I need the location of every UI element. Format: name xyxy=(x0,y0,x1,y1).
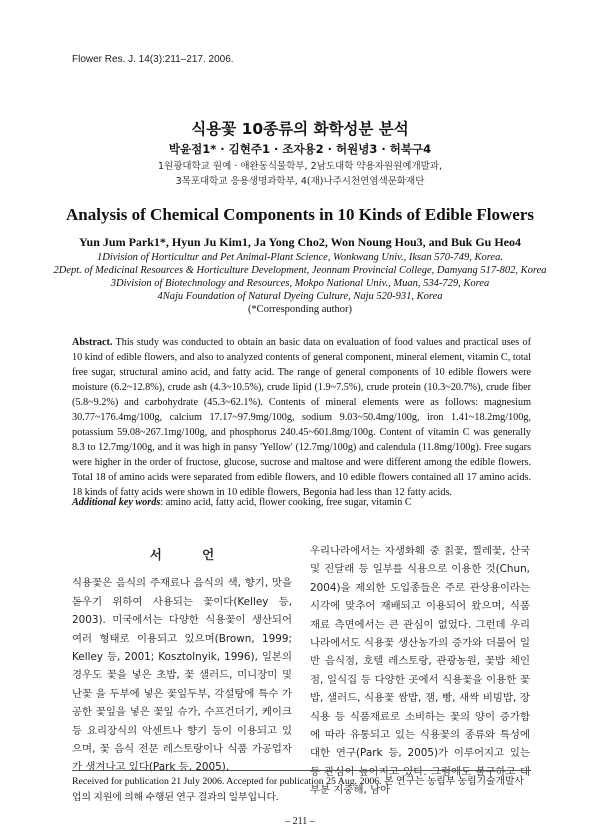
abstract-text: This study was conducted to obtain an basic data on evaluation of food values and practical uses of 10 kind of edible flowers, and also to analyzed contents of general component, mineral element, vitamin C, total free sugar, structural amino acid, and fatty acid. The range of general components of 10 edible flowers were moisture (6.2~12.8%), crude ash (4.3~10.5%), crude lipid (1.9~7.5%), crude protein (10.3~20.7%), crude fiber (5.8~9.2%) and carbohydrate (45.3~62.1%). Contents of mineral elements were as follows: magnesium 30.77~176.4mg/100g, calcium 17.17~97.9mg/100g, sodium 9.03~50.4mg/100g, iron 1.41~18.2mg/100g, potassium 59.08~267.1mg/100g, and phosphorus 240.45~601.8mg/100g. Content of vitamin C was generally 8.3 to 12.7mg/100g, and it was high in pansy 'Yellow' (12.7mg/100g) and calendula (11.8mg/100g). Free sugars were higher in the order of fructose, glucose, sucrose and maltose and were different among the edible flowers. Total 18 of amino acids were separated from edible flowers, and 10 edible flowers contained all 17 amino acids. 18 kinds of fatty acids were shown in 10 edible flowers, Begonia had less than 12 fatty acids. xyxy=(72,337,531,498)
abstract-label: Abstract. xyxy=(72,337,113,348)
english-affiliation-4: 4Naju Foundation of Natural Dyeing Culture, Naju 520-931, Korea xyxy=(157,291,443,302)
english-title: Analysis of Chemical Components in 10 Kinds of Edible Flowers xyxy=(65,205,534,224)
korean-authors: 박윤점1* · 김현주1 · 조자용2 · 허원녕3 · 허북구4 xyxy=(168,142,432,156)
intro-left-text: 식용꽃은 음식의 주재료나 음식의 색, 향기, 맛을 돋우기 위하여 사용되는 꽃이다(Kelley 등, 2003). 미국에서는 다양한 식용꽃이 생산되어 여러 형태로 이용되고 있으며(Brown, 1999; Kelley 등, 2001; Kosztolnyik, 1996), 일본의 경우도 꽃을 넣은 초밥, 꽃 샐러드, 미니장미 및 난꽃 을 두부에 넣은 꽃잎두부, 각설탕에 특수 가공한 꽃잎을 넣은 꽃잎 슈가, 수프건더기, 케이크 등 요리장식의 악센트나 향기 등이 이용되고 있으며, 꽃 음식 전문 레스토랑이나 식품 가공업자가 생겨나고 있다(Park 등, 2005). xyxy=(72,577,292,774)
key-words-text: : amino acid, fatty acid, flower cooking, free sugar, vitamin C xyxy=(160,497,412,508)
intro-right-column xyxy=(310,542,530,800)
english-affiliation-2: 2Dept. of Medicinal Resources & Horticulture Development, Jeonnam Provincial College, Damyang 517-802, Korea xyxy=(53,265,547,276)
intro-right-text: 우리나라에서는 자생화훼 중 칡꽃, 찔레꽃, 산국 및 진달래 등 일부를 식용으로 이용한 것(Chun, 2004)을 제외한 도입종들은 주로 관상용이라는 시각에 맞추어 재배되고 이용되어 왔으며, 식품재료 측면에서는 큰 관심이 없었다. 그런데 우리나라에서도 식용꽃 생산농가의 증가와 더불어 일반 음식점, 호텔 레스토랑, 관광농원, 꽃밥 체인점, 일식집 등 다양한 곳에서 식용꽃을 이용한 꽃밥, 샐러드, 식용꽃 쌈밥, 잼, 빵, 새싹 비빔밥, 장식용 등 식품재료로 소비하는 꽃의 양이 증가함에 따라 유통되고 있는 식용꽃의 종류와 특성에 대한 연구(Park 등, 2005)가 이루어지고 있는 등 관심이 높아지고 있다. 그럼에도 불구하고 대부분 지중해, 남아 xyxy=(310,545,530,797)
intro-left-column xyxy=(72,540,292,777)
journal-reference: Flower Res. J. 14(3):211–217. 2006. xyxy=(72,54,234,65)
key-words xyxy=(72,497,531,508)
english-affiliation-1: 1Division of Horticultur and Pet Animal-Plant Science, Wonkwang Univ., Iksan 570-749, Korea. xyxy=(97,252,503,263)
korean-affiliation-line-2: 3목포대학교 응용생명과학부, 4(재)나주시천연염색문화재단 xyxy=(175,176,425,187)
key-words-label: Additional key words xyxy=(72,497,161,508)
korean-affiliation-line-1: 1원광대학교 원예 · 애완동식물학부, 2남도대학 약용자원원예개발과, xyxy=(157,161,443,172)
introduction-heading: 서 언 xyxy=(149,547,233,562)
english-affiliation-3: 3Division of Biotechnology and Resources, Mokpo National Univ., Muan, 534-729, Korea xyxy=(110,278,490,289)
abstract xyxy=(72,335,531,500)
footnote-divider xyxy=(72,770,531,771)
received-footnote: Received for publication 21 July 2006. Accepted for publication 25 Aug. 2006. 본 연구는 농림부 농림기술개발사업의 지원에 의해 수행된 연구 결과의 일부입니다. xyxy=(72,776,524,803)
english-authors: Yun Jum Park1*, Hyun Ju Kim1, Ja Yong Cho2, Won Noung Hou3, and Buk Gu Heo4 xyxy=(78,235,522,249)
corresponding-author-note: (*Corresponding author) xyxy=(247,304,353,315)
korean-title: 식용꽃 10종류의 화학성분 분석 xyxy=(191,120,409,138)
page-number: – 211 – xyxy=(285,816,315,827)
